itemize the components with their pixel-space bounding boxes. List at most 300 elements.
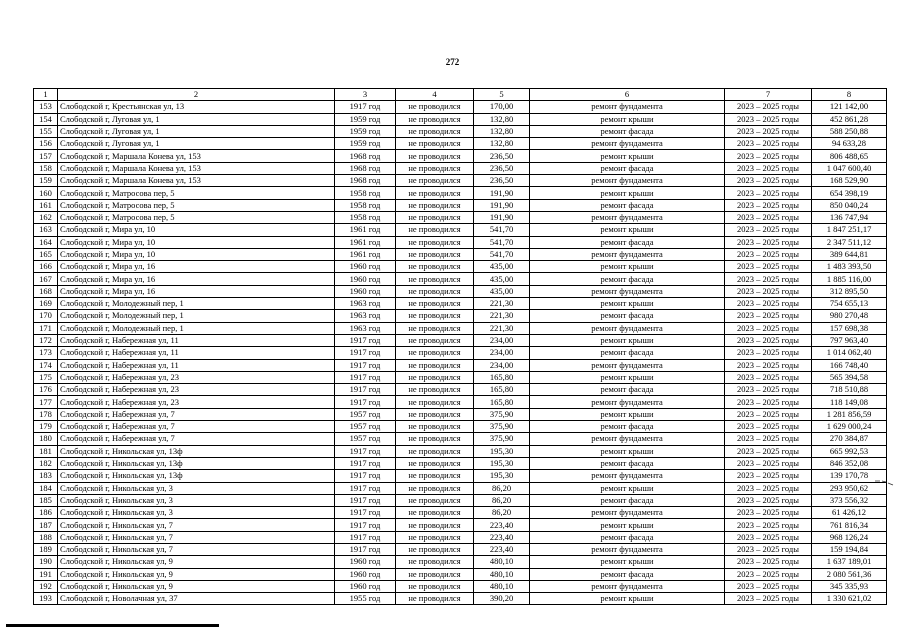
cell-row-number: 174 [34,359,58,371]
cell-period: 2023 – 2025 годы [725,359,812,371]
cell-work-type: ремонт фундамента [530,285,725,297]
cell-work-type: ремонт крыши [530,556,725,568]
cell-build-year: 1917 год [335,494,396,506]
cell-last-repair: не проводился [396,396,474,408]
cell-row-number: 186 [34,507,58,519]
cell-work-type: ремонт крыши [530,261,725,273]
cell-cost: 718 510,88 [812,384,887,396]
table-header-row [34,89,887,101]
cell-last-repair: не проводился [396,384,474,396]
cell-build-year: 1959 год [335,113,396,125]
cell-row-number: 187 [34,519,58,531]
table-row [34,199,887,211]
cell-area: 195,30 [474,445,530,457]
cell-last-repair: не проводился [396,187,474,199]
cell-row-number: 173 [34,347,58,359]
cell-area: 541,70 [474,236,530,248]
cell-work-type: ремонт фасада [530,273,725,285]
cell-area: 221,30 [474,298,530,310]
cell-build-year: 1917 год [335,470,396,482]
cell-area: 191,90 [474,199,530,211]
cell-address: Слободской г, Молодежный пер, 1 [58,310,335,322]
cell-build-year: 1960 год [335,261,396,273]
cell-address: Слободской г, Никольская ул, 3 [58,494,335,506]
cell-work-type: ремонт крыши [530,593,725,605]
cell-work-type: ремонт фасада [530,568,725,580]
cell-row-number: 154 [34,113,58,125]
cell-period: 2023 – 2025 годы [725,371,812,383]
table-row [34,593,887,605]
cell-address: Слободской г, Луговая ул, 1 [58,125,335,137]
cell-build-year: 1917 год [335,371,396,383]
cell-row-number: 165 [34,248,58,260]
cell-row-number: 189 [34,543,58,555]
cell-build-year: 1961 год [335,224,396,236]
cell-row-number: 188 [34,531,58,543]
cell-row-number: 175 [34,371,58,383]
cell-build-year: 1917 год [335,359,396,371]
cell-period: 2023 – 2025 годы [725,322,812,334]
table-row [34,396,887,408]
cell-work-type: ремонт крыши [530,334,725,346]
cell-area: 223,40 [474,543,530,555]
cell-area: 195,30 [474,470,530,482]
cell-address: Слободской г, Набережная ул, 11 [58,334,335,346]
cell-cost: 293 950,62 [812,482,887,494]
table-row [34,445,887,457]
table-row [34,556,887,568]
cell-row-number: 171 [34,322,58,334]
cell-last-repair: не проводился [396,445,474,457]
cell-cost: 1 637 189,01 [812,556,887,568]
table-row [34,285,887,297]
cell-build-year: 1960 год [335,273,396,285]
cell-area: 435,00 [474,285,530,297]
cell-row-number: 178 [34,408,58,420]
table-row [34,519,887,531]
cell-row-number: 170 [34,310,58,322]
cell-area: 165,80 [474,396,530,408]
header-cell-period: 7 [725,89,812,101]
cell-row-number: 190 [34,556,58,568]
cell-last-repair: не проводился [396,125,474,137]
cell-build-year: 1917 год [335,457,396,469]
cell-address: Слободской г, Никольская ул, 9 [58,568,335,580]
cell-last-repair: не проводился [396,580,474,592]
cell-area: 223,40 [474,519,530,531]
cell-area: 132,80 [474,138,530,150]
cell-address: Слободской г, Никольская ул, 9 [58,580,335,592]
cell-work-type: ремонт крыши [530,298,725,310]
table-row [34,187,887,199]
cell-build-year: 1960 год [335,580,396,592]
table-row [34,531,887,543]
table-row [34,408,887,420]
cell-area: 390,20 [474,593,530,605]
cell-build-year: 1959 год [335,125,396,137]
cell-row-number: 161 [34,199,58,211]
cell-address: Слободской г, Молодежный пер, 1 [58,322,335,334]
cell-build-year: 1960 год [335,568,396,580]
cell-cost: 345 335,93 [812,580,887,592]
cell-cost: 168 529,90 [812,175,887,187]
cell-last-repair: не проводился [396,519,474,531]
cell-address: Слободской г, Никольская ул, 3 [58,482,335,494]
cell-last-repair: не проводился [396,199,474,211]
cell-last-repair: не проводился [396,531,474,543]
cell-build-year: 1961 год [335,236,396,248]
cell-build-year: 1958 год [335,187,396,199]
cell-last-repair: не проводился [396,433,474,445]
cell-period: 2023 – 2025 годы [725,138,812,150]
cell-last-repair: не проводился [396,224,474,236]
table-row [34,162,887,174]
cell-work-type: ремонт фундамента [530,248,725,260]
cell-work-type: ремонт фасада [530,421,725,433]
cell-area: 236,50 [474,175,530,187]
cell-row-number: 192 [34,580,58,592]
cell-last-repair: не проводился [396,470,474,482]
cell-build-year: 1917 год [335,101,396,113]
cell-area: 541,70 [474,224,530,236]
repair-schedule-table [33,88,887,605]
table-row [34,224,887,236]
cell-work-type: ремонт фундамента [530,543,725,555]
cell-area: 86,20 [474,482,530,494]
cell-cost: 654 398,19 [812,187,887,199]
cell-work-type: ремонт крыши [530,371,725,383]
cell-build-year: 1917 год [335,543,396,555]
cell-cost: 159 194,84 [812,543,887,555]
table-row [34,347,887,359]
cell-work-type: ремонт фасада [530,199,725,211]
cell-address: Слободской г, Набережная ул, 23 [58,384,335,396]
cell-last-repair: не проводился [396,236,474,248]
cell-area: 375,90 [474,421,530,433]
cell-area: 236,50 [474,150,530,162]
cell-period: 2023 – 2025 годы [725,211,812,223]
cell-cost: 588 250,88 [812,125,887,137]
cell-build-year: 1960 год [335,285,396,297]
header-cell-cost: 8 [812,89,887,101]
cell-period: 2023 – 2025 годы [725,593,812,605]
cell-last-repair: не проводился [396,593,474,605]
table-row [34,310,887,322]
table-row [34,384,887,396]
cell-cost: 118 149,08 [812,396,887,408]
cell-area: 165,80 [474,384,530,396]
table-row [34,457,887,469]
cell-last-repair: не проводился [396,211,474,223]
margin-pencil-mark [874,478,894,486]
cell-work-type: ремонт фундамента [530,580,725,592]
cell-cost: 136 747,94 [812,211,887,223]
cell-row-number: 179 [34,421,58,433]
cell-area: 132,80 [474,125,530,137]
cell-cost: 1 014 062,40 [812,347,887,359]
table-row [34,371,887,383]
cell-build-year: 1959 год [335,138,396,150]
cell-address: Слободской г, Набережная ул, 7 [58,433,335,445]
table-row [34,175,887,187]
cell-work-type: ремонт крыши [530,150,725,162]
table-row [34,261,887,273]
cell-cost: 373 556,32 [812,494,887,506]
cell-work-type: ремонт фасада [530,494,725,506]
cell-address: Слободской г, Никольская ул, 7 [58,543,335,555]
cell-build-year: 1963 год [335,322,396,334]
cell-last-repair: не проводился [396,138,474,150]
cell-address: Слободской г, Набережная ул, 23 [58,371,335,383]
cell-work-type: ремонт фундамента [530,211,725,223]
bottom-scan-bar [6,624,219,627]
table-row [34,482,887,494]
table-row [34,113,887,125]
cell-period: 2023 – 2025 годы [725,150,812,162]
cell-period: 2023 – 2025 годы [725,261,812,273]
cell-last-repair: не проводился [396,494,474,506]
cell-period: 2023 – 2025 годы [725,298,812,310]
cell-row-number: 172 [34,334,58,346]
table-row [34,568,887,580]
cell-row-number: 181 [34,445,58,457]
page-number: 272 [445,57,460,67]
table-row [34,322,887,334]
cell-cost: 1 847 251,17 [812,224,887,236]
cell-row-number: 183 [34,470,58,482]
cell-period: 2023 – 2025 годы [725,519,812,531]
cell-row-number: 193 [34,593,58,605]
cell-row-number: 176 [34,384,58,396]
cell-address: Слободской г, Молодежный пер, 1 [58,298,335,310]
cell-row-number: 191 [34,568,58,580]
cell-period: 2023 – 2025 годы [725,285,812,297]
cell-period: 2023 – 2025 годы [725,113,812,125]
cell-work-type: ремонт фасада [530,310,725,322]
cell-work-type: ремонт фундамента [530,507,725,519]
cell-address: Слободской г, Матросова пер, 5 [58,187,335,199]
cell-area: 132,80 [474,113,530,125]
table-row [34,359,887,371]
cell-cost: 665 992,53 [812,445,887,457]
cell-area: 435,00 [474,261,530,273]
cell-last-repair: не проводился [396,543,474,555]
cell-build-year: 1963 год [335,298,396,310]
cell-address: Слободской г, Набережная ул, 7 [58,421,335,433]
table-row [34,494,887,506]
cell-work-type: ремонт фасада [530,125,725,137]
cell-address: Слободской г, Мира ул, 10 [58,236,335,248]
cell-build-year: 1917 год [335,384,396,396]
cell-area: 541,70 [474,248,530,260]
cell-last-repair: не проводился [396,371,474,383]
cell-row-number: 157 [34,150,58,162]
cell-area: 191,90 [474,187,530,199]
cell-build-year: 1955 год [335,593,396,605]
cell-last-repair: не проводился [396,359,474,371]
cell-address: Слободской г, Никольская ул, 13ф [58,470,335,482]
cell-work-type: ремонт крыши [530,482,725,494]
cell-period: 2023 – 2025 годы [725,568,812,580]
cell-period: 2023 – 2025 годы [725,580,812,592]
cell-period: 2023 – 2025 годы [725,224,812,236]
cell-build-year: 1963 год [335,310,396,322]
cell-row-number: 156 [34,138,58,150]
cell-build-year: 1957 год [335,408,396,420]
cell-row-number: 185 [34,494,58,506]
cell-area: 165,80 [474,371,530,383]
cell-address: Слободской г, Никольская ул, 13ф [58,445,335,457]
cell-cost: 61 426,12 [812,507,887,519]
cell-address: Слободской г, Никольская ул, 3 [58,507,335,519]
cell-last-repair: не проводился [396,421,474,433]
cell-work-type: ремонт фундамента [530,138,725,150]
cell-last-repair: не проводился [396,310,474,322]
cell-work-type: ремонт фасада [530,384,725,396]
table-row [34,543,887,555]
cell-period: 2023 – 2025 годы [725,396,812,408]
cell-work-type: ремонт фасада [530,162,725,174]
cell-work-type: ремонт крыши [530,519,725,531]
cell-cost: 980 270,48 [812,310,887,322]
cell-area: 435,00 [474,273,530,285]
cell-address: Слободской г, Набережная ул, 11 [58,359,335,371]
cell-last-repair: не проводился [396,175,474,187]
cell-address: Слободской г, Луговая ул, 1 [58,113,335,125]
cell-area: 375,90 [474,433,530,445]
header-cell-last-repair: 4 [396,89,474,101]
table-row [34,433,887,445]
cell-period: 2023 – 2025 годы [725,273,812,285]
cell-area: 234,00 [474,334,530,346]
cell-cost: 1 281 856,59 [812,408,887,420]
cell-period: 2023 – 2025 годы [725,421,812,433]
cell-work-type: ремонт фундамента [530,359,725,371]
cell-period: 2023 – 2025 годы [725,199,812,211]
cell-build-year: 1917 год [335,334,396,346]
cell-period: 2023 – 2025 годы [725,543,812,555]
cell-area: 234,00 [474,359,530,371]
table-row [34,421,887,433]
cell-last-repair: не проводился [396,347,474,359]
cell-period: 2023 – 2025 годы [725,101,812,113]
cell-cost: 1 629 000,24 [812,421,887,433]
cell-address: Слободской г, Мира ул, 16 [58,273,335,285]
cell-cost: 797 963,40 [812,334,887,346]
cell-address: Слободской г, Набережная ул, 23 [58,396,335,408]
cell-period: 2023 – 2025 годы [725,187,812,199]
cell-address: Слободской г, Никольская ул, 9 [58,556,335,568]
cell-row-number: 169 [34,298,58,310]
cell-cost: 94 633,28 [812,138,887,150]
header-cell-address: 2 [58,89,335,101]
cell-address: Слободской г, Никольская ул, 7 [58,531,335,543]
cell-cost: 565 394,58 [812,371,887,383]
table-row [34,507,887,519]
cell-build-year: 1968 год [335,162,396,174]
cell-build-year: 1960 год [335,556,396,568]
cell-period: 2023 – 2025 годы [725,310,812,322]
cell-build-year: 1958 год [335,199,396,211]
cell-last-repair: не проводился [396,507,474,519]
cell-last-repair: не проводился [396,556,474,568]
cell-last-repair: не проводился [396,322,474,334]
cell-address: Слободской г, Маршала Конева ул, 153 [58,150,335,162]
cell-address: Слободской г, Крестьянская ул, 13 [58,101,335,113]
header-cell-area: 5 [474,89,530,101]
cell-cost: 139 170,78 [812,470,887,482]
cell-work-type: ремонт крыши [530,113,725,125]
cell-build-year: 1968 год [335,150,396,162]
table-row [34,298,887,310]
cell-address: Слободской г, Никольская ул, 13ф [58,457,335,469]
cell-build-year: 1917 год [335,507,396,519]
cell-work-type: ремонт фасада [530,531,725,543]
cell-build-year: 1917 год [335,482,396,494]
cell-area: 223,40 [474,531,530,543]
cell-address: Слободской г, Набережная ул, 11 [58,347,335,359]
cell-build-year: 1957 год [335,433,396,445]
cell-area: 234,00 [474,347,530,359]
cell-period: 2023 – 2025 годы [725,347,812,359]
cell-area: 221,30 [474,310,530,322]
cell-cost: 846 352,08 [812,457,887,469]
cell-period: 2023 – 2025 годы [725,334,812,346]
cell-cost: 806 488,65 [812,150,887,162]
cell-cost: 312 895,50 [812,285,887,297]
cell-address: Слободской г, Никольская ул, 7 [58,519,335,531]
cell-last-repair: не проводился [396,273,474,285]
table-row [34,470,887,482]
cell-cost: 2 080 561,36 [812,568,887,580]
cell-period: 2023 – 2025 годы [725,445,812,457]
table-row [34,248,887,260]
header-cell-build-year: 3 [335,89,396,101]
cell-work-type: ремонт крыши [530,445,725,457]
cell-build-year: 1957 год [335,421,396,433]
table-row [34,580,887,592]
cell-cost: 121 142,00 [812,101,887,113]
table-row [34,236,887,248]
cell-address: Слободской г, Маршала Конева ул, 153 [58,162,335,174]
cell-area: 480,10 [474,568,530,580]
cell-work-type: ремонт крыши [530,187,725,199]
cell-last-repair: не проводился [396,101,474,113]
cell-period: 2023 – 2025 годы [725,162,812,174]
cell-period: 2023 – 2025 годы [725,248,812,260]
cell-last-repair: не проводился [396,568,474,580]
cell-period: 2023 – 2025 годы [725,433,812,445]
cell-cost: 270 384,87 [812,433,887,445]
cell-period: 2023 – 2025 годы [725,494,812,506]
cell-row-number: 159 [34,175,58,187]
cell-work-type: ремонт фундамента [530,396,725,408]
cell-address: Слободской г, Набережная ул, 7 [58,408,335,420]
cell-period: 2023 – 2025 годы [725,408,812,420]
cell-row-number: 153 [34,101,58,113]
cell-cost: 1 483 393,50 [812,261,887,273]
cell-work-type: ремонт крыши [530,224,725,236]
cell-period: 2023 – 2025 годы [725,175,812,187]
cell-work-type: ремонт фасада [530,236,725,248]
cell-work-type: ремонт фасада [530,347,725,359]
cell-address: Слободской г, Маршала Конева ул, 153 [58,175,335,187]
cell-build-year: 1968 год [335,175,396,187]
cell-work-type: ремонт фундамента [530,433,725,445]
cell-last-repair: не проводился [396,334,474,346]
cell-address: Слободской г, Луговая ул, 1 [58,138,335,150]
cell-work-type: ремонт фундамента [530,175,725,187]
